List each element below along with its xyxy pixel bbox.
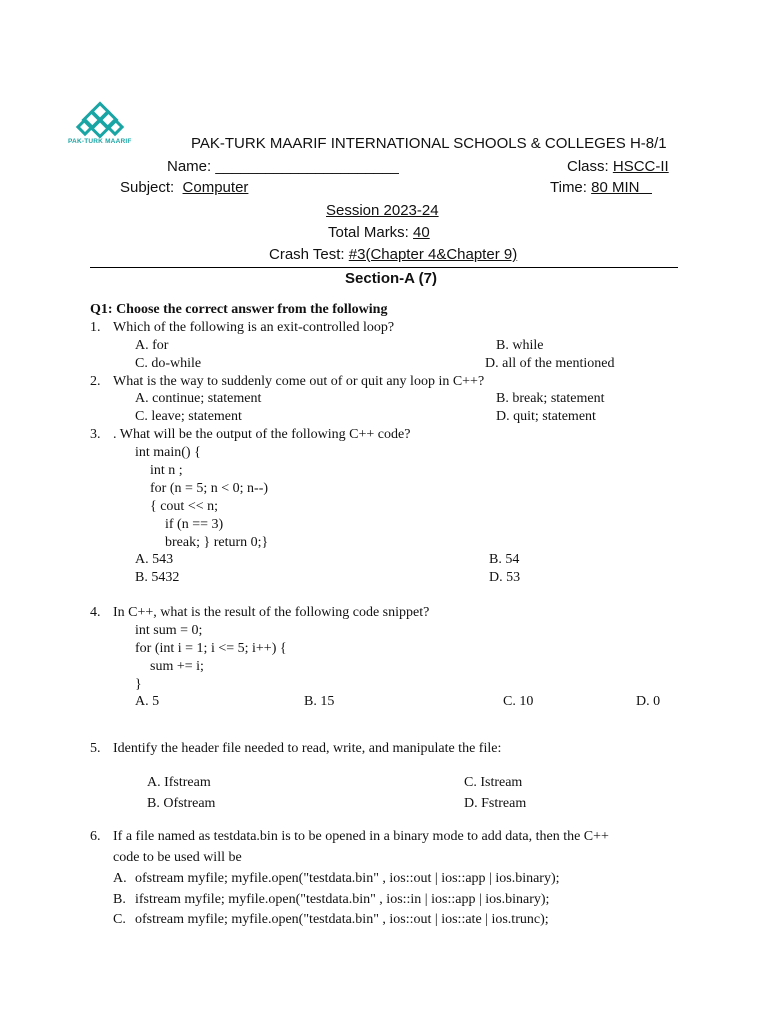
- school-name: PAK-TURK MAARIF INTERNATIONAL SCHOOLS & COLLEGES H-8/1: [191, 135, 667, 152]
- q1-num: 1.: [90, 320, 101, 335]
- time-field: [550, 179, 652, 196]
- q4-option-a: A. 5: [135, 694, 160, 709]
- question-heading: [90, 302, 387, 318]
- crash-label: Crash Test:: [269, 246, 345, 263]
- class-value: HSCC-II: [612, 158, 669, 175]
- q6-option-c: ofstream myfile; myfile.open("testdata.bin" , ios::out | ios::ate | ios.trunc);: [135, 912, 549, 927]
- q3-option-a: A. 543: [135, 552, 174, 567]
- q5-num: 5.: [90, 741, 101, 756]
- q3-option-b: B. 54: [489, 552, 520, 567]
- q4-option-c: C. 10: [503, 694, 534, 709]
- q4-num: 4.: [90, 605, 101, 620]
- q2-option-d: D. quit; statement: [496, 409, 596, 424]
- q3-option-d: D. 53: [489, 570, 521, 585]
- q3-code-line: int main() {: [135, 445, 201, 460]
- name-label: Name:: [167, 158, 212, 175]
- q1-option-d: D. all of the mentioned: [485, 356, 615, 371]
- q4-code-line: int sum = 0;: [135, 623, 203, 638]
- logo-text: PAK-TURK MAARIF: [68, 138, 132, 145]
- q4-text: In C++, what is the result of the following code snippet?: [113, 605, 430, 620]
- question-heading-num: Q1:: [90, 302, 113, 317]
- total-marks: [328, 224, 430, 241]
- q6-num: 6.: [90, 829, 101, 844]
- q3-code-line: { cout << n;: [150, 499, 219, 514]
- q5-option-a: A. Ifstream: [147, 775, 211, 790]
- q3-num: 3.: [90, 427, 101, 442]
- subject-label: Subject:: [120, 179, 175, 196]
- subject-value: Computer: [182, 179, 249, 196]
- q6-option-c-label: C.: [113, 912, 126, 927]
- crash-test: [269, 246, 517, 263]
- q5-option-b: B. Ofstream: [147, 796, 216, 811]
- q4-option-d: D. 0: [636, 694, 661, 709]
- q3-code-line: break; } return 0;}: [165, 535, 269, 550]
- total-marks-label: Total Marks:: [328, 224, 409, 241]
- q2-option-b: B. break; statement: [496, 391, 605, 406]
- q5-text: Identify the header file needed to read, write, and manipulate the file:: [113, 741, 502, 756]
- question-heading-text: Choose the correct answer from the following: [116, 302, 388, 317]
- q4-option-b: B. 15: [304, 694, 335, 709]
- q5-option-d: D. Fstream: [464, 796, 527, 811]
- q1-option-b: B. while: [496, 338, 544, 353]
- q6-text-line2: code to be used will be: [113, 850, 242, 865]
- q6-text-line1: If a file named as testdata.bin is to be opened in a binary mode to add data, then the C++: [113, 829, 609, 844]
- q3-code-line: for (n = 5; n < 0; n--): [150, 481, 269, 496]
- time-value: 80 MIN: [591, 179, 640, 196]
- q3-code-line: if (n == 3): [165, 517, 224, 532]
- subject-field: [120, 179, 248, 196]
- q6-option-a: ofstream myfile; myfile.open("testdata.bin" , ios::out | ios::app | ios.binary);: [135, 871, 560, 886]
- crash-value: #3(Chapter 4&Chapter 9): [348, 246, 518, 263]
- q2-num: 2.: [90, 374, 101, 389]
- name-field: [167, 158, 399, 175]
- q4-code-line: for (int i = 1; i <= 5; i++) {: [135, 641, 287, 656]
- section-title: Section-A (7): [345, 270, 437, 287]
- q6-option-a-label: A.: [113, 871, 127, 886]
- q4-code-line: }: [135, 677, 142, 692]
- school-logo-icon: [66, 100, 146, 158]
- q1-option-c: C. do-while: [135, 356, 202, 371]
- q1-option-a: A. for: [135, 338, 169, 353]
- total-marks-value: 40: [413, 224, 430, 241]
- class-field: [567, 158, 669, 175]
- header-divider: [90, 267, 678, 268]
- q3-text: . What will be the output of the following C++ code?: [113, 427, 411, 442]
- session: Session 2023-24: [326, 202, 439, 219]
- name-blank: ______________________: [215, 158, 399, 175]
- q5-option-c: C. Istream: [464, 775, 523, 790]
- q2-option-c: C. leave; statement: [135, 409, 242, 424]
- q6-option-b: ifstream myfile; myfile.open("testdata.bin" , ios::in | ios::app | ios.binary);: [135, 892, 550, 907]
- q6-option-b-label: B.: [113, 892, 126, 907]
- q2-text: What is the way to suddenly come out of or quit any loop in C++?: [113, 374, 485, 389]
- q3-option-c: B. 5432: [135, 570, 180, 585]
- class-label: Class:: [567, 158, 609, 175]
- q2-option-a: A. continue; statement: [135, 391, 262, 406]
- q1-text: Which of the following is an exit-controlled loop?: [113, 320, 395, 335]
- q3-code-line: int n ;: [150, 463, 183, 478]
- time-label: Time:: [550, 179, 587, 196]
- q4-code-line: sum += i;: [150, 659, 204, 674]
